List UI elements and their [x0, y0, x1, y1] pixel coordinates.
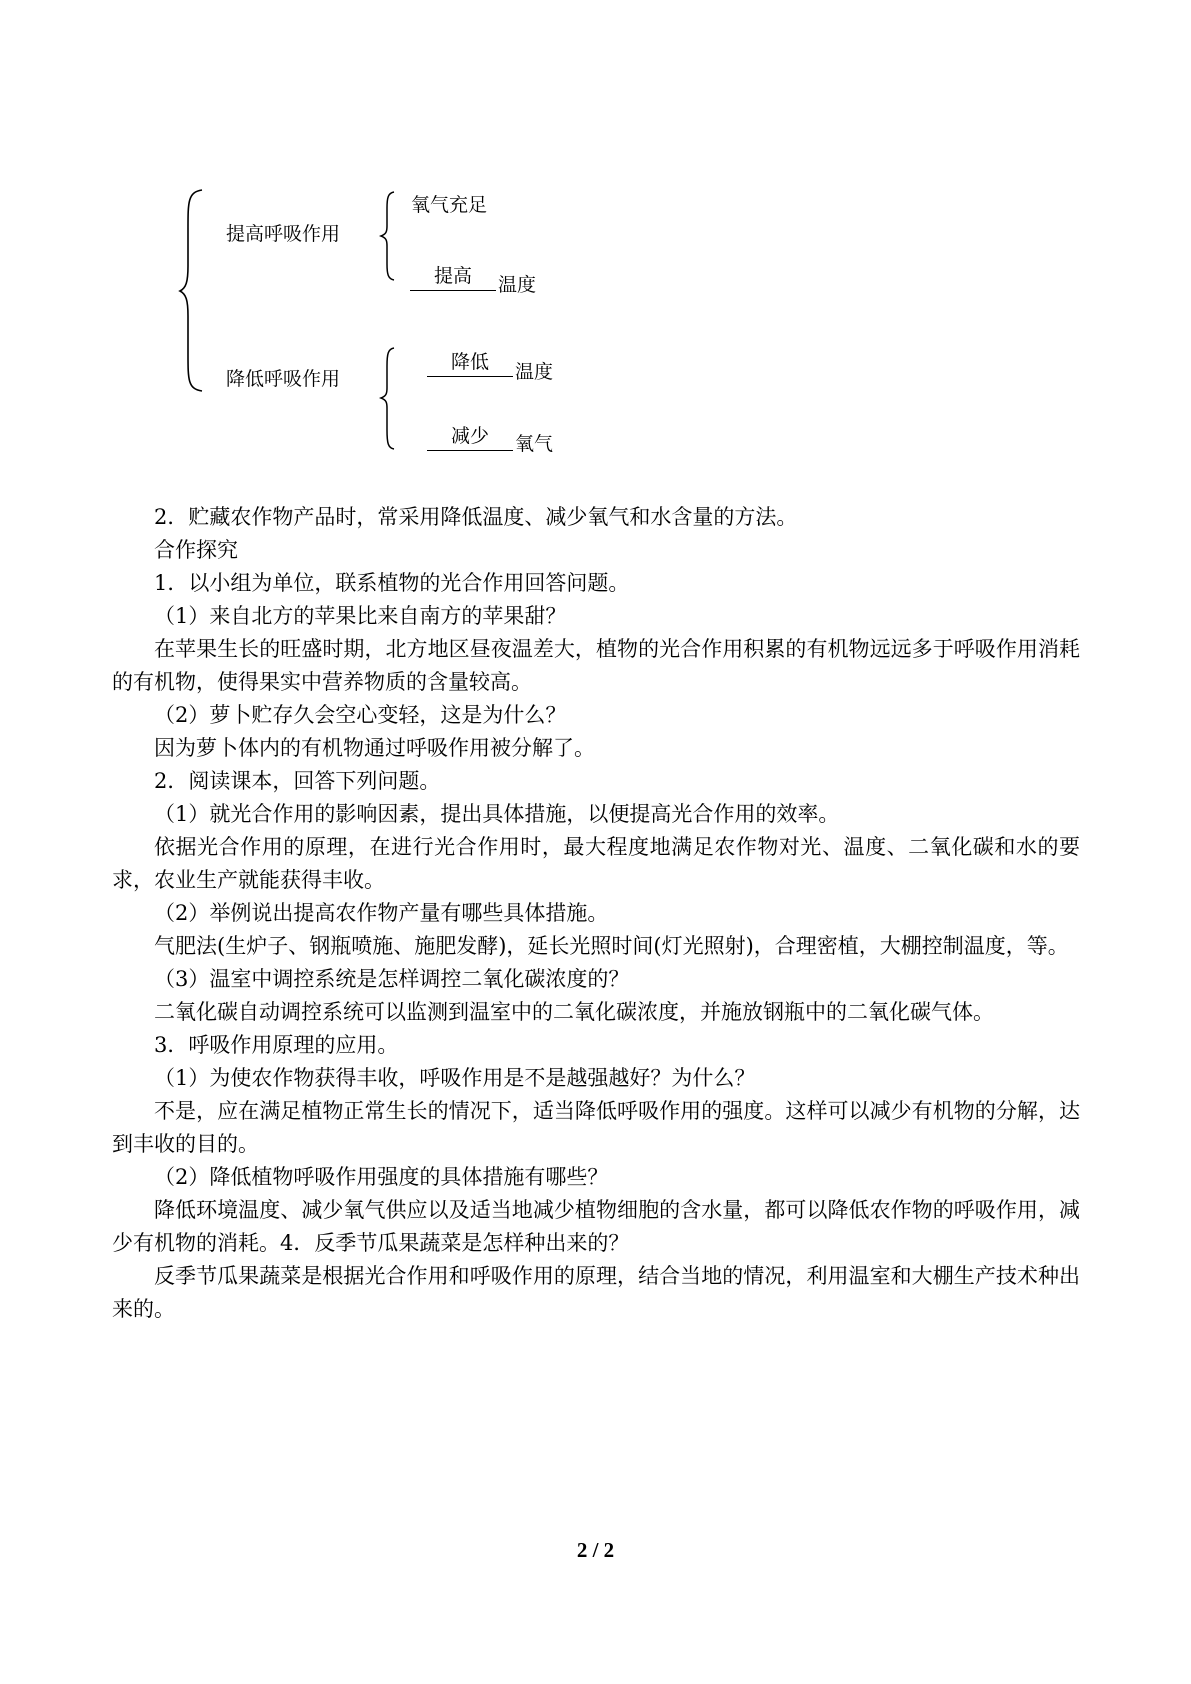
question: 1．以小组为单位，联系植物的光合作用回答问题。 [154, 571, 630, 595]
answer: 依据光合作用的原理，在进行光合作用时，最大程度地满足农作物对光、温度、二氧化碳和水的要求，农业生产就能获得丰收。 [112, 835, 1080, 892]
question: 3．呼吸作用原理的应用。 [154, 1033, 399, 1057]
raise-brace [378, 190, 398, 282]
main-brace [178, 188, 208, 393]
page-number: 2 / 2 [576, 1538, 615, 1562]
lower-temperature-suffix: 温度 [515, 361, 554, 383]
body-text [112, 501, 1080, 1326]
lower-respiration-label: 降低呼吸作用 [226, 368, 341, 390]
answer: 不是，应在满足植物正常生长的情况下，适当降低呼吸作用的强度。这样可以减少有机物的分解，达到丰收的目的。 [112, 1099, 1080, 1156]
answer: 在苹果生长的旺盛时期，北方地区昼夜温差大，植物的光合作用积累的有机物远远多于呼吸作用消耗的有机物，使得果实中营养物质的含量较高。 [112, 637, 1080, 694]
section-heading: 合作探究 [154, 538, 238, 562]
sub-question: （1）来自北方的苹果比来自南方的苹果甜？ [154, 604, 567, 628]
lower-temperature-blank: 降低 [427, 350, 513, 377]
answer: 因为萝卜体内的有机物通过呼吸作用被分解了。 [154, 736, 595, 760]
reduce-oxygen-blank: 减少 [427, 424, 513, 451]
answer: 二氧化碳自动调控系统可以监测到温室中的二氧化碳浓度，并施放钢瓶中的二氧化碳气体。 [154, 1000, 994, 1024]
answer: 降低环境温度、减少氧气供应以及适当地减少植物细胞的含水量，都可以降低农作物的呼吸作用，减少有机物的消耗。4．反季节瓜果蔬菜是怎样种出来的？ [112, 1198, 1080, 1255]
paragraph: 2．贮藏农作物产品时，常采用降低温度、减少氧气和水含量的方法。 [154, 505, 798, 529]
answer: 气肥法(生炉子、钢瓶喷施、施肥发酵)，延长光照时间(灯光照射)，合理密植，大棚控制温度，等。 [154, 934, 1069, 958]
sub-question: （3）温室中调控系统是怎样调控二氧化碳浓度的？ [154, 967, 630, 991]
question: 2．阅读课本，回答下列问题。 [154, 769, 441, 793]
lower-brace [378, 346, 398, 451]
sub-question: （1）为使农作物获得丰收，呼吸作用是不是越强越好？为什么？ [154, 1066, 756, 1090]
raise-respiration-label: 提高呼吸作用 [226, 223, 341, 245]
oxygen-sufficient-text: 氧气充足 [411, 194, 488, 216]
sub-question: （2）萝卜贮存久会空心变轻，这是为什么？ [154, 703, 567, 727]
raise-temperature-blank: 提高 [410, 264, 496, 291]
sub-question: （2）举例说出提高农作物产量有哪些具体措施。 [154, 901, 609, 925]
reduce-oxygen-suffix: 氧气 [515, 433, 554, 455]
raise-temperature-suffix: 温度 [498, 274, 537, 296]
answer: 反季节瓜果蔬菜是根据光合作用和呼吸作用的原理，结合当地的情况，利用温室和大棚生产技术种出来的。 [112, 1264, 1080, 1321]
sub-question: （1）就光合作用的影响因素，提出具体措施，以便提高光合作用的效率。 [154, 802, 840, 826]
sub-question: （2）降低植物呼吸作用强度的具体措施有哪些？ [154, 1165, 609, 1189]
